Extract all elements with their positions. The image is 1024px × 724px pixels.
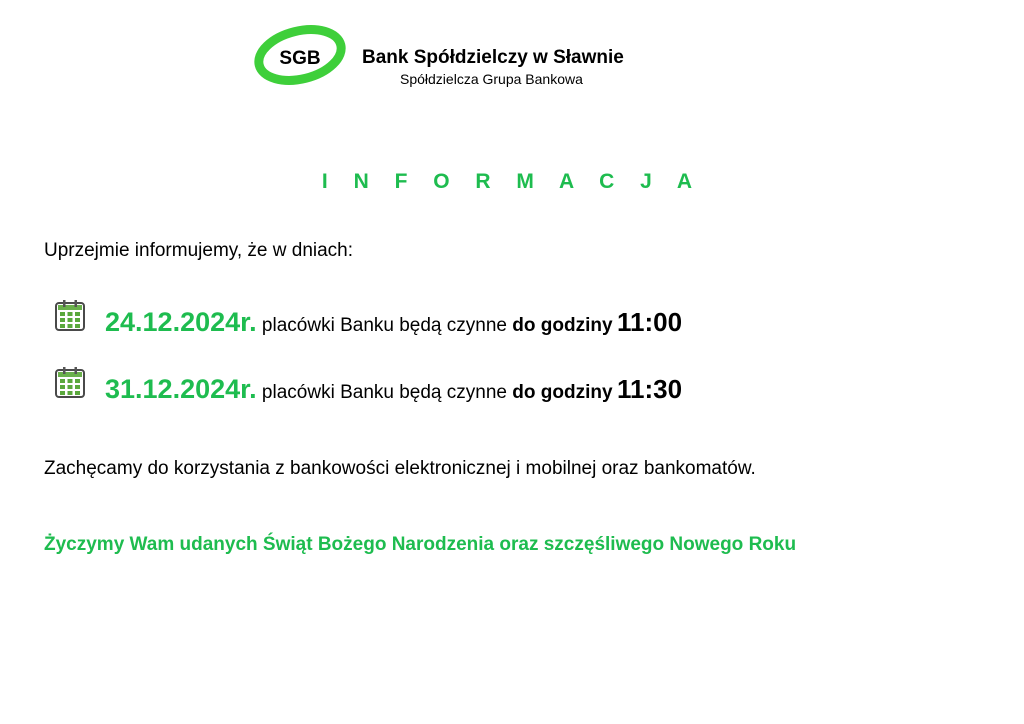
schedule-date: 24.12.2024r. — [105, 307, 257, 337]
schedule-text: placówki Banku będą czynne — [256, 382, 513, 403]
logo-text: SGB — [279, 48, 321, 69]
schedule-time: 11:30 — [616, 374, 683, 404]
page-title: I N F O R M A C J A — [321, 170, 703, 193]
bank-subtitle: Spółdzielcza Grupa Bankowa — [400, 71, 583, 87]
calendar-icon — [55, 366, 85, 398]
schedule-time: 11:00 — [616, 307, 683, 337]
bank-header — [252, 22, 692, 92]
calendar-icon — [55, 299, 85, 331]
schedule-date: 31.12.2024r. — [105, 374, 257, 404]
intro-text: Uprzejmie informujemy, że w dniach: — [44, 240, 354, 261]
schedule-until: do godziny — [512, 382, 613, 403]
encourage-text: Zachęcamy do korzystania z bankowości elektronicznej i mobilnej oraz bankomatów. — [44, 458, 756, 479]
holiday-wishes: Życzymy Wam udanych Świąt Bożego Narodzenia oraz szczęśliwego Nowego Roku — [44, 534, 797, 555]
schedule-until: do godziny — [512, 315, 613, 336]
schedule-text: placówki Banku będą czynne — [256, 315, 513, 336]
bank-name: Bank Spółdzielczy w Sławnie — [362, 47, 624, 68]
sgb-logo-icon — [252, 22, 348, 88]
